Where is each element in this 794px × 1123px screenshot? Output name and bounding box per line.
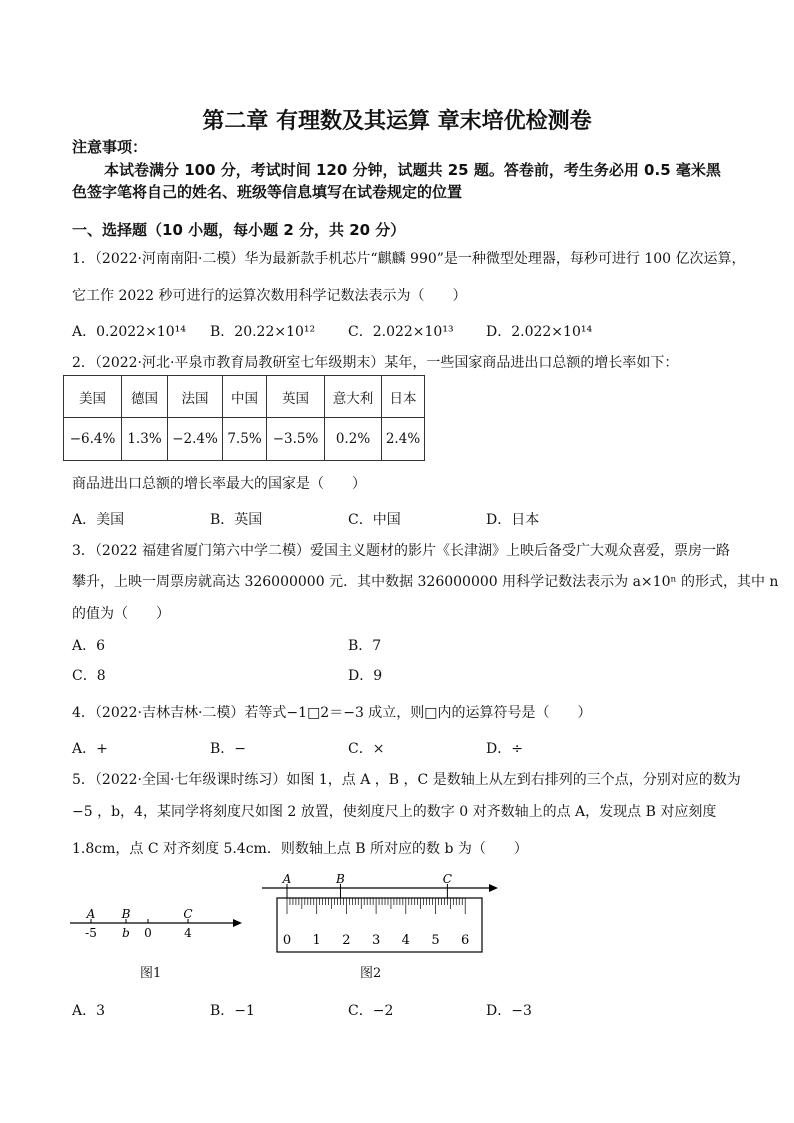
figure-2-caption: 图2 (360, 966, 382, 981)
table-cell: 1.3% (122, 418, 168, 461)
ruler-number: 6 (461, 933, 470, 948)
q2-option-c[interactable]: C．中国 (348, 512, 401, 528)
figure-1-caption: 图1 (140, 966, 162, 981)
ruler-number: 3 (371, 933, 381, 948)
question-1-line-2: 它工作 2022 秒可进行的运算次数用科学记数法表示为（ ） (72, 288, 467, 304)
question-2-line-2: 商品进出口总额的增长率最大的国家是（ ） (72, 476, 366, 492)
q2-option-b[interactable]: B．英国 (210, 512, 263, 528)
section-heading: 一、选择题（10 小题，每小题 2 分，共 20 分） (72, 221, 406, 239)
q3-option-c[interactable]: C．8 (72, 668, 106, 684)
table-cell: 英国 (267, 376, 325, 418)
q3-option-b[interactable]: B．7 (348, 638, 382, 654)
q3-option-a[interactable]: A．6 (72, 638, 106, 654)
table-cell: 日本 (382, 376, 425, 418)
notice-line-1: 本试卷满分 100 分，考试时间 120 分钟，试题共 25 题。答卷前，考生务必用 0.5 毫米黑 (104, 161, 721, 179)
question-3-line-3: 的值为（ ） (72, 606, 170, 622)
question-5-line-3: 1.8cm，点 C 对齐刻度 5.4cm．则数轴上点 B 所对应的数 b 为（ ） (72, 841, 528, 857)
ruler-number: 2 (342, 933, 351, 948)
table-cell: 7.5% (223, 418, 267, 461)
ruler-number: 1 (312, 933, 321, 948)
q4-option-d[interactable]: D．÷ (486, 741, 523, 757)
table-cell: 意大利 (325, 376, 382, 418)
zero-value: 0 (144, 926, 152, 940)
growth-rate-table (63, 375, 425, 461)
question-3-line-1: 3．（2022 福建省厦门第六中学二模）爱国主义题材的影片《长津湖》上映后备受广大观众喜爱，票房一路 (72, 543, 730, 559)
point-c-label: C (183, 907, 193, 921)
q5-option-d[interactable]: D．−3 (486, 1003, 532, 1019)
notice-line-2: 色签字笔将自己的姓名、班级等信息填写在试卷规定的位置 (72, 183, 463, 201)
page-title: 第二章 有理数及其运算 章末培优检测卷 (202, 109, 592, 134)
table-cell: 美国 (64, 376, 122, 418)
point-b-value: b (122, 926, 130, 940)
ruler-number: 5 (431, 933, 440, 948)
point-c-value: 4 (184, 926, 192, 940)
ruler-point-label: A (282, 874, 292, 886)
figure-2-ruler (262, 874, 502, 954)
question-5-line-1: 5．（2022·全国·七年级课时练习）如图 1，点 A ，B ，C 是数轴上从左到右排列的三个点，分别对应的数为 (72, 772, 741, 788)
ruler-point-label: B (336, 874, 345, 886)
question-4-line-1: 4．（2022·吉林吉林·二模）若等式−1□2＝−3 成立，则□内的运算符号是（ ） (72, 705, 592, 721)
ruler-marks (282, 874, 452, 898)
table-cell: −2.4% (168, 418, 223, 461)
q5-option-b[interactable]: B．−1 (210, 1003, 255, 1019)
ruler-number: 0 (282, 933, 292, 948)
table-cell: 德国 (122, 376, 168, 418)
ruler-number: 4 (401, 933, 410, 948)
table-header-row (64, 376, 425, 418)
table-cell: 法国 (168, 376, 223, 418)
table-cell: −3.5% (267, 418, 325, 461)
table-row (64, 418, 425, 461)
q1-option-a[interactable]: A．0.2022×10¹⁴ (72, 324, 186, 340)
q4-option-a[interactable]: A．+ (72, 741, 108, 757)
figure-1-number-line (70, 905, 250, 945)
table-cell: 中国 (223, 376, 267, 418)
table-cell: 0.2% (325, 418, 382, 461)
q2-option-a[interactable]: A．美国 (72, 512, 125, 528)
q1-option-c[interactable]: C．2.022×10¹³ (348, 324, 454, 340)
q4-option-c[interactable]: C．× (348, 741, 385, 757)
q5-option-c[interactable]: C．−2 (348, 1003, 394, 1019)
arrow-right-icon (233, 919, 242, 927)
q5-option-a[interactable]: A．3 (72, 1003, 106, 1019)
q1-option-b[interactable]: B．20.22×10¹² (210, 324, 316, 340)
point-a-value: -5 (85, 926, 97, 940)
notice-heading: 注意事项： (72, 138, 148, 156)
table-cell: −6.4% (64, 418, 122, 461)
q2-option-d[interactable]: D．日本 (486, 512, 540, 528)
ruler-point-label: C (442, 874, 452, 886)
arrow-right-icon (489, 884, 498, 892)
question-3-line-2: 攀升，上映一周票房就高达 326000000 元．其中数据 326000000 用科学记数法表示为 a×10ⁿ 的形式，其中 n (72, 574, 779, 590)
table-cell: 2.4% (382, 418, 425, 461)
question-5-line-2: −5 ，b，4，某同学将刻度尺如图 2 放置，使刻度尺上的数字 0 对齐数轴上的点 A，发现点 B 对应刻度 (72, 804, 717, 820)
q4-option-b[interactable]: B．− (210, 741, 247, 757)
q3-option-d[interactable]: D．9 (348, 668, 383, 684)
point-a-label: A (86, 907, 96, 921)
question-2-line-1: 2．（2022·河北·平泉市教育局教研室七年级期末）某年，一些国家商品进出口总额的增长率如下： (72, 355, 679, 371)
question-1-line-1: 1．（2022·河南南阳·二模）华为最新款手机芯片“麒麟 990”是一种微型处理器，每秒可进行 100 亿次运算， (72, 251, 746, 267)
q1-option-d[interactable]: D．2.022×10¹⁴ (486, 324, 593, 340)
point-b-label: B (121, 907, 131, 921)
